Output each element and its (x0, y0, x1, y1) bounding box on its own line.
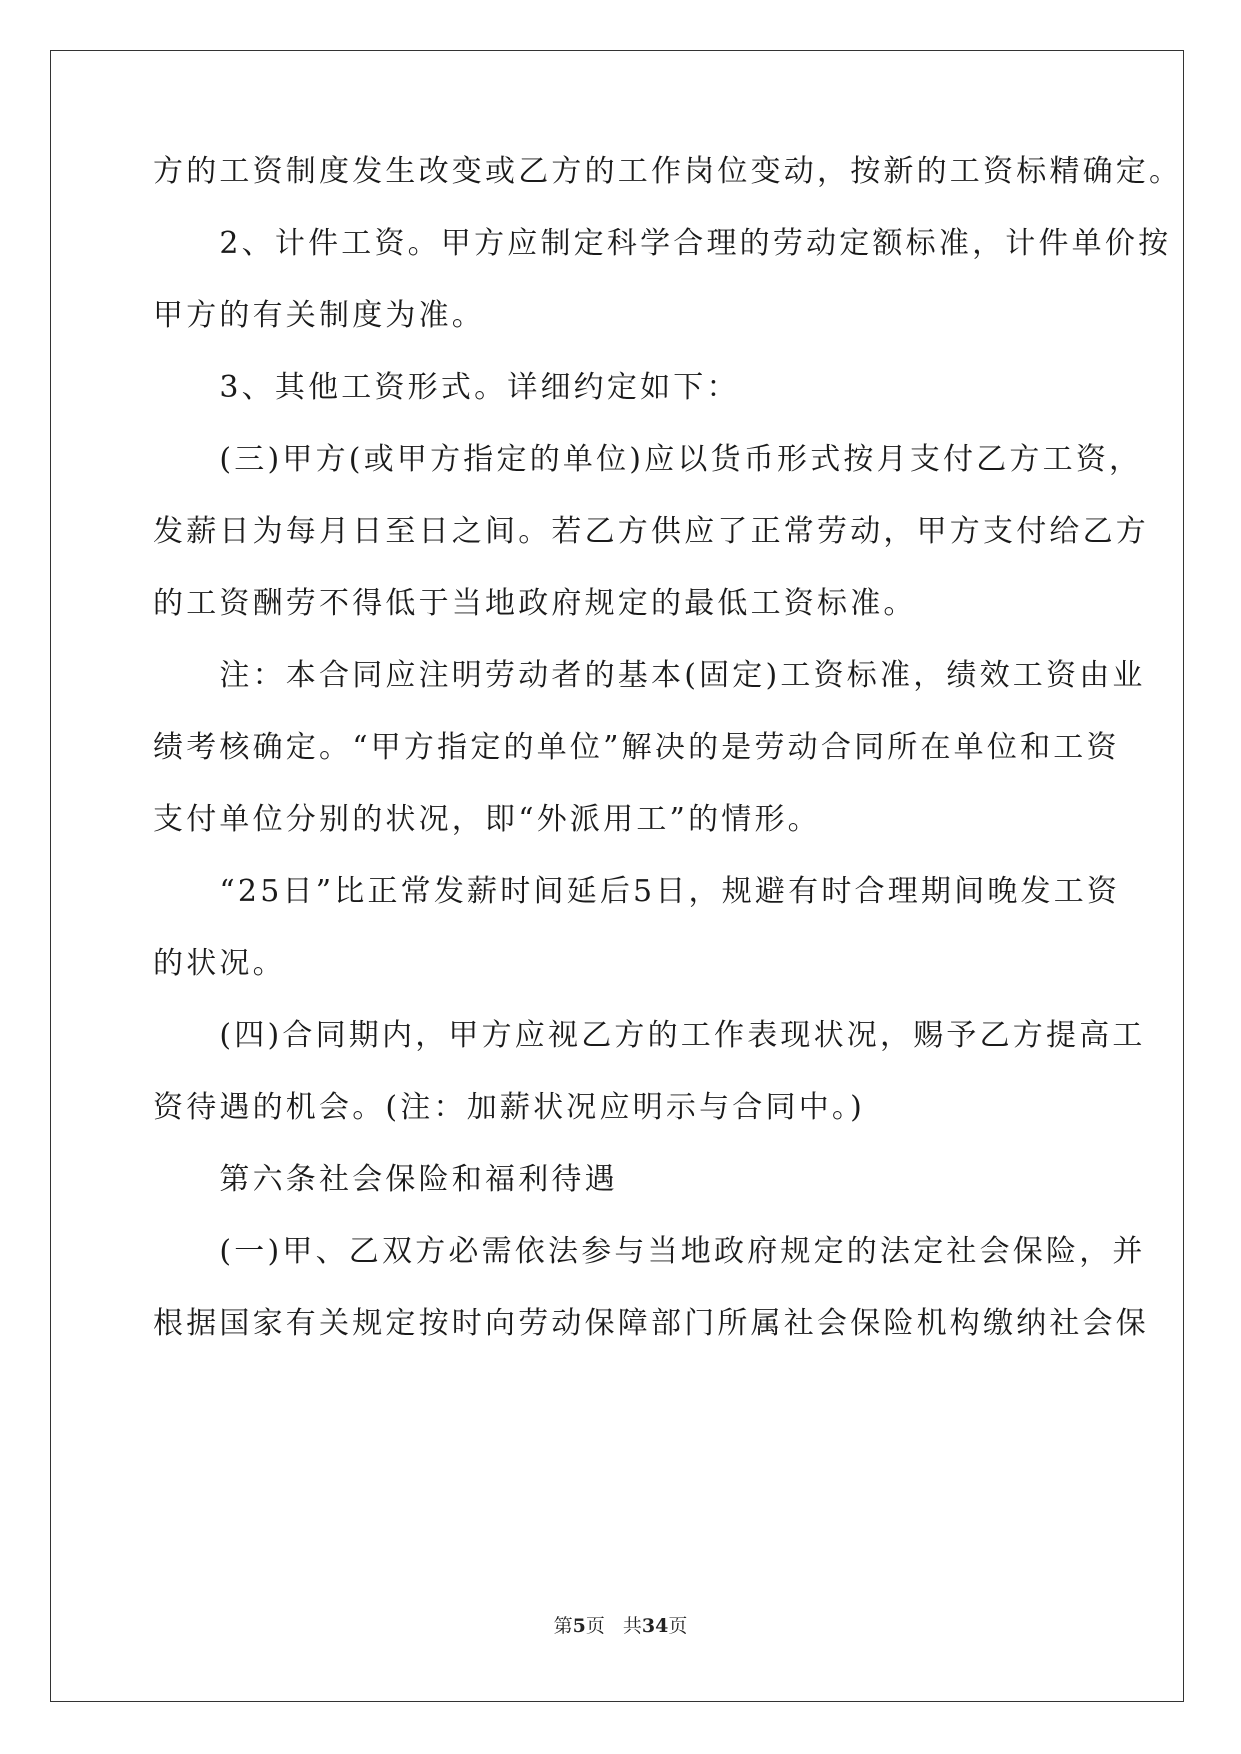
body-line-3: 甲方的有关制度为准。 (153, 298, 485, 333)
footer-total-suffix: 页 (668, 1615, 688, 1637)
body-line-1: 方的工资制度发生改变或乙方的工作岗位变动，按新的工资标精确定。 (153, 154, 1183, 189)
footer-prefix: 第 (553, 1615, 573, 1637)
body-line-2: 2、计件工资。甲方应制定科学合理的劳动定额标准，计件单价按 (153, 226, 1172, 261)
footer-total-prefix: 共 (622, 1615, 642, 1637)
body-line-12: 的状况。 (153, 946, 286, 981)
body-line-4: 3、其他工资形式。详细约定如下： (153, 370, 740, 405)
body-line-10: 支付单位分别的状况，即“外派用工”的情形。 (153, 802, 821, 837)
footer-page-suffix: 页 (585, 1615, 605, 1637)
body-line-5: (三)甲方(或甲方指定的单位)应以货币形式按月支付乙方工资， (153, 442, 1143, 477)
body-line-15: 第六条社会保险和福利待遇 (153, 1162, 618, 1197)
body-line-17: 根据国家有关规定按时向劳动保障部门所属社会保险机构缴纳社会保 (153, 1306, 1149, 1341)
body-line-6: 发薪日为每月日至日之间。若乙方供应了正常劳动，甲方支付给乙方 (153, 514, 1149, 549)
body-line-14: 资待遇的机会。(注：加薪状况应明示与合同中。) (153, 1090, 866, 1125)
body-line-16: (一)甲、乙双方必需依法参与当地政府规定的法定社会保险，并 (153, 1234, 1146, 1269)
body-line-7: 的工资酬劳不得低于当地政府规定的最低工资标准。 (153, 586, 917, 621)
body-line-11: “25日”比正常发薪时间延后5日，规避有时合理期间晚发工资 (153, 874, 1121, 909)
footer-page-number: 5 (572, 1615, 586, 1637)
page-footer (0, 1614, 1241, 1638)
body-line-8: 注：本合同应注明劳动者的基本(固定)工资标准，绩效工资由业 (153, 658, 1146, 693)
body-line-9: 绩考核确定。“甲方指定的单位”解决的是劳动合同所在单位和工资 (153, 730, 1120, 765)
body-line-13: (四)合同期内，甲方应视乙方的工作表现状况，赐予乙方提高工 (153, 1018, 1146, 1053)
footer-total-pages: 34 (641, 1615, 669, 1637)
